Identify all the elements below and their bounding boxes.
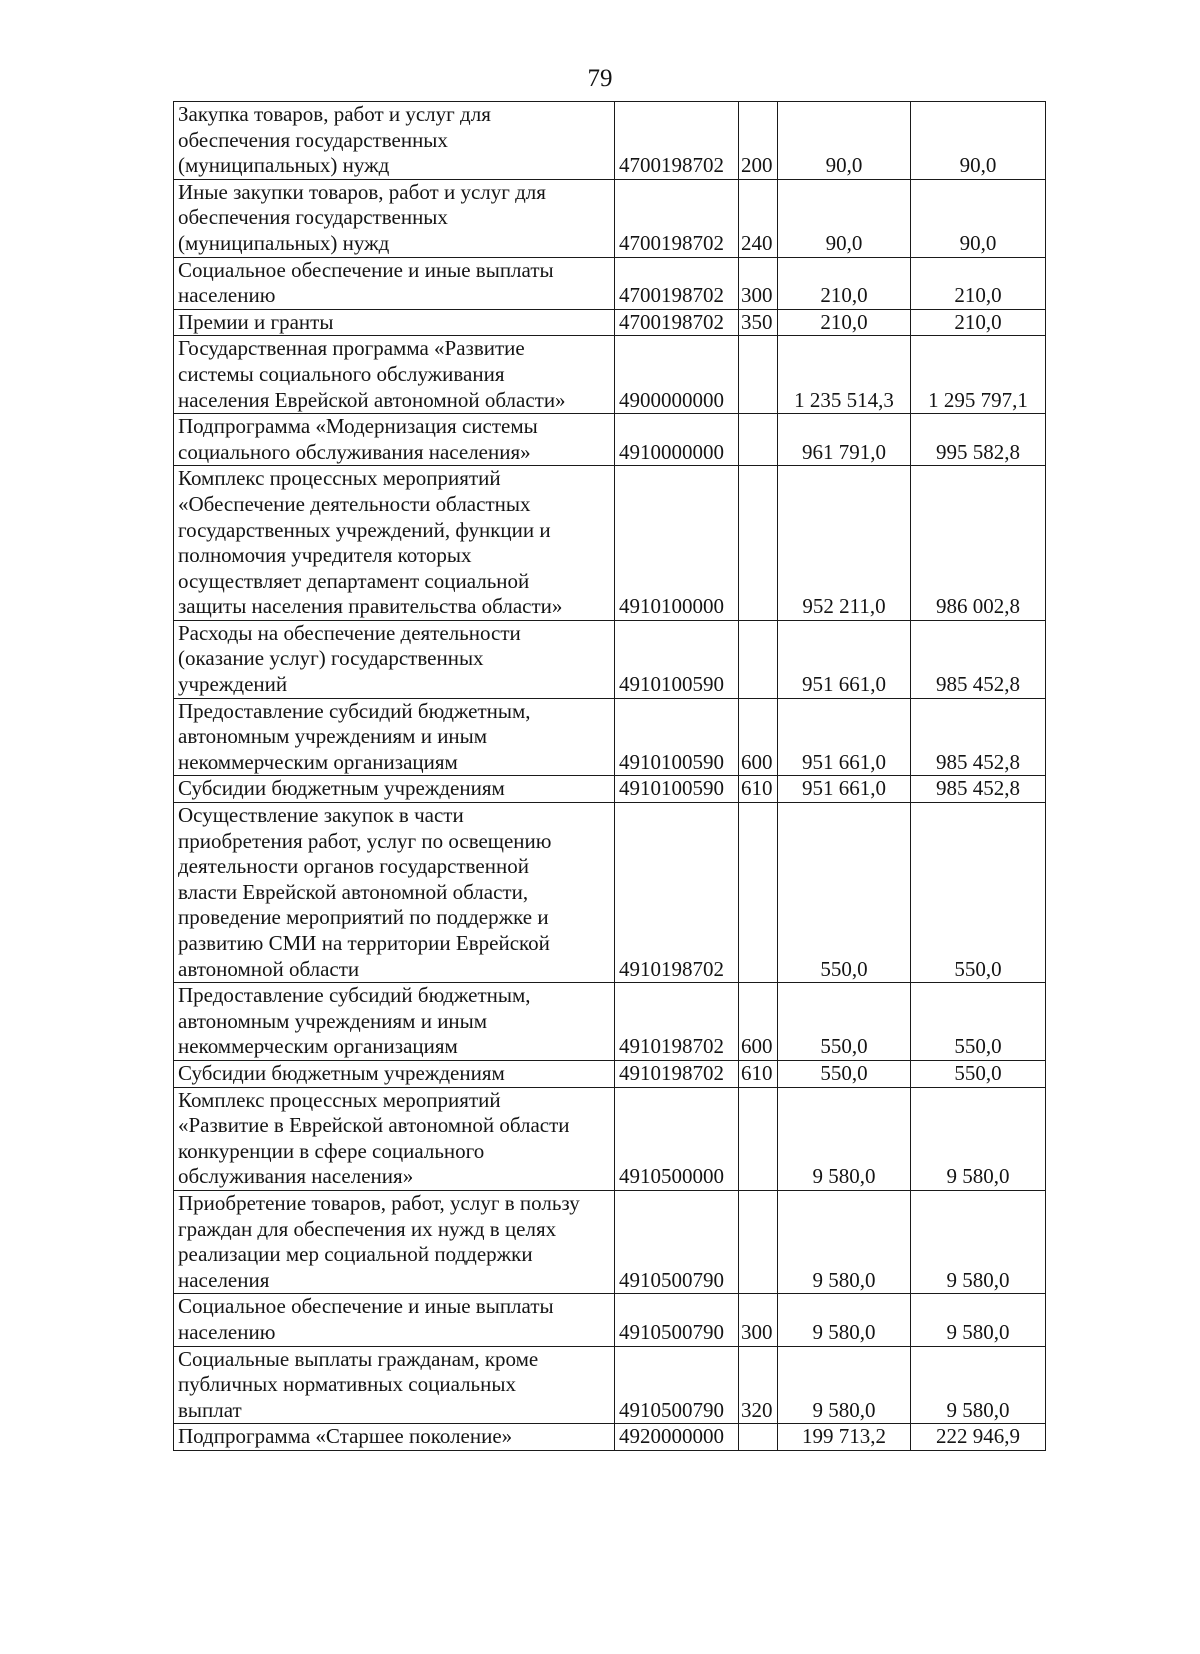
row-name-cell: Закупка товаров, работ и услуг для обеспечения государственных (муниципальных) нужд — [174, 102, 615, 180]
row-code-cell: 4910198702 — [615, 983, 739, 1061]
row-code-cell: 4910198702 — [615, 1060, 739, 1087]
budget-table-body — [174, 102, 1046, 1451]
table-row — [174, 1424, 1046, 1451]
row-value-2-cell: 986 002,8 — [911, 466, 1046, 621]
row-type-cell: 610 — [739, 776, 778, 803]
row-code-cell: 4910100590 — [615, 776, 739, 803]
row-type-cell — [739, 1190, 778, 1293]
table-row — [174, 257, 1046, 309]
row-value-2-cell: 995 582,8 — [911, 414, 1046, 466]
table-row — [174, 803, 1046, 983]
row-code-cell: 4910100590 — [615, 698, 739, 776]
row-value-1-cell: 550,0 — [778, 983, 911, 1061]
row-value-1-cell: 199 713,2 — [778, 1424, 911, 1451]
row-value-2-cell: 210,0 — [911, 257, 1046, 309]
row-name-cell: Государственная программа «Развитие системы социального обслуживания населения Еврейской автономной области» — [174, 336, 615, 414]
row-type-cell: 300 — [739, 1294, 778, 1346]
row-value-1-cell: 952 211,0 — [778, 466, 911, 621]
row-code-cell: 4910100590 — [615, 620, 739, 698]
row-code-cell: 4910100000 — [615, 466, 739, 621]
row-name-cell: Подпрограмма «Старшее поколение» — [174, 1424, 615, 1451]
row-name-cell: Премии и гранты — [174, 309, 615, 336]
row-code-cell: 4910500000 — [615, 1087, 739, 1190]
row-value-1-cell: 1 235 514,3 — [778, 336, 911, 414]
row-value-2-cell: 1 295 797,1 — [911, 336, 1046, 414]
row-value-1-cell: 550,0 — [778, 803, 911, 983]
row-name-cell: Осуществление закупок в части приобретения работ, услуг по освещению деятельности органов государственной власти Еврейской автономной области, проведение мероприятий по поддержке и развитию СМИ на территории Еврейской автономной области — [174, 803, 615, 983]
row-type-cell — [739, 466, 778, 621]
row-value-2-cell: 90,0 — [911, 179, 1046, 257]
table-row — [174, 1190, 1046, 1293]
row-code-cell: 4920000000 — [615, 1424, 739, 1451]
row-type-cell: 600 — [739, 983, 778, 1061]
table-row — [174, 1060, 1046, 1087]
row-name-cell: Социальные выплаты гражданам, кроме публичных нормативных социальных выплат — [174, 1346, 615, 1424]
row-code-cell: 4900000000 — [615, 336, 739, 414]
row-name-cell: Субсидии бюджетным учреждениям — [174, 776, 615, 803]
row-name-cell: Комплекс процессных мероприятий «Обеспечение деятельности областных государственных учреждений, функции и полномочия учредителя которых осуществляет департамент социальной защиты населения правительства области» — [174, 466, 615, 621]
row-code-cell: 4910000000 — [615, 414, 739, 466]
row-value-2-cell: 9 580,0 — [911, 1294, 1046, 1346]
row-type-cell — [739, 620, 778, 698]
row-value-1-cell: 210,0 — [778, 309, 911, 336]
table-row — [174, 102, 1046, 180]
table-row — [174, 1087, 1046, 1190]
table-row — [174, 466, 1046, 621]
row-name-cell: Субсидии бюджетным учреждениям — [174, 1060, 615, 1087]
row-name-cell: Предоставление субсидий бюджетным, автономным учреждениям и иным некоммерческим организациям — [174, 698, 615, 776]
row-type-cell — [739, 1424, 778, 1451]
row-name-cell: Комплекс процессных мероприятий «Развитие в Еврейской автономной области конкуренции в сфере социального обслуживания населения» — [174, 1087, 615, 1190]
row-value-2-cell: 985 452,8 — [911, 776, 1046, 803]
row-code-cell: 4700198702 — [615, 257, 739, 309]
budget-table — [173, 101, 1046, 1451]
table-row — [174, 309, 1046, 336]
row-name-cell: Социальное обеспечение и иные выплаты населению — [174, 257, 615, 309]
table-row — [174, 414, 1046, 466]
row-value-2-cell: 985 452,8 — [911, 698, 1046, 776]
row-value-1-cell: 9 580,0 — [778, 1190, 911, 1293]
row-code-cell: 4700198702 — [615, 102, 739, 180]
row-type-cell — [739, 1087, 778, 1190]
row-code-cell: 4910198702 — [615, 803, 739, 983]
table-row — [174, 1294, 1046, 1346]
row-type-cell — [739, 803, 778, 983]
row-name-cell: Социальное обеспечение и иные выплаты населению — [174, 1294, 615, 1346]
row-value-2-cell: 985 452,8 — [911, 620, 1046, 698]
row-name-cell: Приобретение товаров, работ, услуг в пользу граждан для обеспечения их нужд в целях реализации мер социальной поддержки населения — [174, 1190, 615, 1293]
row-value-2-cell: 550,0 — [911, 803, 1046, 983]
row-value-1-cell: 90,0 — [778, 102, 911, 180]
row-type-cell — [739, 336, 778, 414]
row-code-cell: 4700198702 — [615, 179, 739, 257]
row-name-cell: Предоставление субсидий бюджетным, автономным учреждениям и иным некоммерческим организациям — [174, 983, 615, 1061]
page-number: 79 — [587, 65, 613, 92]
row-value-1-cell: 9 580,0 — [778, 1294, 911, 1346]
row-code-cell: 4910500790 — [615, 1346, 739, 1424]
row-name-cell: Подпрограмма «Модернизация системы социального обслуживания населения» — [174, 414, 615, 466]
row-value-2-cell: 210,0 — [911, 309, 1046, 336]
table-row — [174, 620, 1046, 698]
row-value-1-cell: 951 661,0 — [778, 776, 911, 803]
row-type-cell: 350 — [739, 309, 778, 336]
row-value-2-cell: 90,0 — [911, 102, 1046, 180]
row-value-2-cell: 550,0 — [911, 1060, 1046, 1087]
row-value-2-cell: 9 580,0 — [911, 1346, 1046, 1424]
table-row — [174, 1346, 1046, 1424]
row-value-1-cell: 961 791,0 — [778, 414, 911, 466]
table-row — [174, 983, 1046, 1061]
row-value-1-cell: 951 661,0 — [778, 620, 911, 698]
row-type-cell: 600 — [739, 698, 778, 776]
row-code-cell: 4910500790 — [615, 1294, 739, 1346]
row-value-1-cell: 9 580,0 — [778, 1346, 911, 1424]
table-row — [174, 179, 1046, 257]
row-value-1-cell: 9 580,0 — [778, 1087, 911, 1190]
row-value-1-cell: 90,0 — [778, 179, 911, 257]
row-value-1-cell: 951 661,0 — [778, 698, 911, 776]
row-code-cell: 4910500790 — [615, 1190, 739, 1293]
table-row — [174, 698, 1046, 776]
table-row — [174, 776, 1046, 803]
row-value-2-cell: 550,0 — [911, 983, 1046, 1061]
row-name-cell: Иные закупки товаров, работ и услуг для обеспечения государственных (муниципальных) нужд — [174, 179, 615, 257]
row-code-cell: 4700198702 — [615, 309, 739, 336]
row-type-cell: 300 — [739, 257, 778, 309]
row-type-cell: 320 — [739, 1346, 778, 1424]
row-value-1-cell: 210,0 — [778, 257, 911, 309]
row-value-2-cell: 9 580,0 — [911, 1087, 1046, 1190]
row-type-cell — [739, 414, 778, 466]
row-value-2-cell: 9 580,0 — [911, 1190, 1046, 1293]
row-name-cell: Расходы на обеспечение деятельности (оказание услуг) государственных учреждений — [174, 620, 615, 698]
table-row — [174, 336, 1046, 414]
row-type-cell: 240 — [739, 179, 778, 257]
row-type-cell: 200 — [739, 102, 778, 180]
row-value-1-cell: 550,0 — [778, 1060, 911, 1087]
row-type-cell: 610 — [739, 1060, 778, 1087]
row-value-2-cell: 222 946,9 — [911, 1424, 1046, 1451]
